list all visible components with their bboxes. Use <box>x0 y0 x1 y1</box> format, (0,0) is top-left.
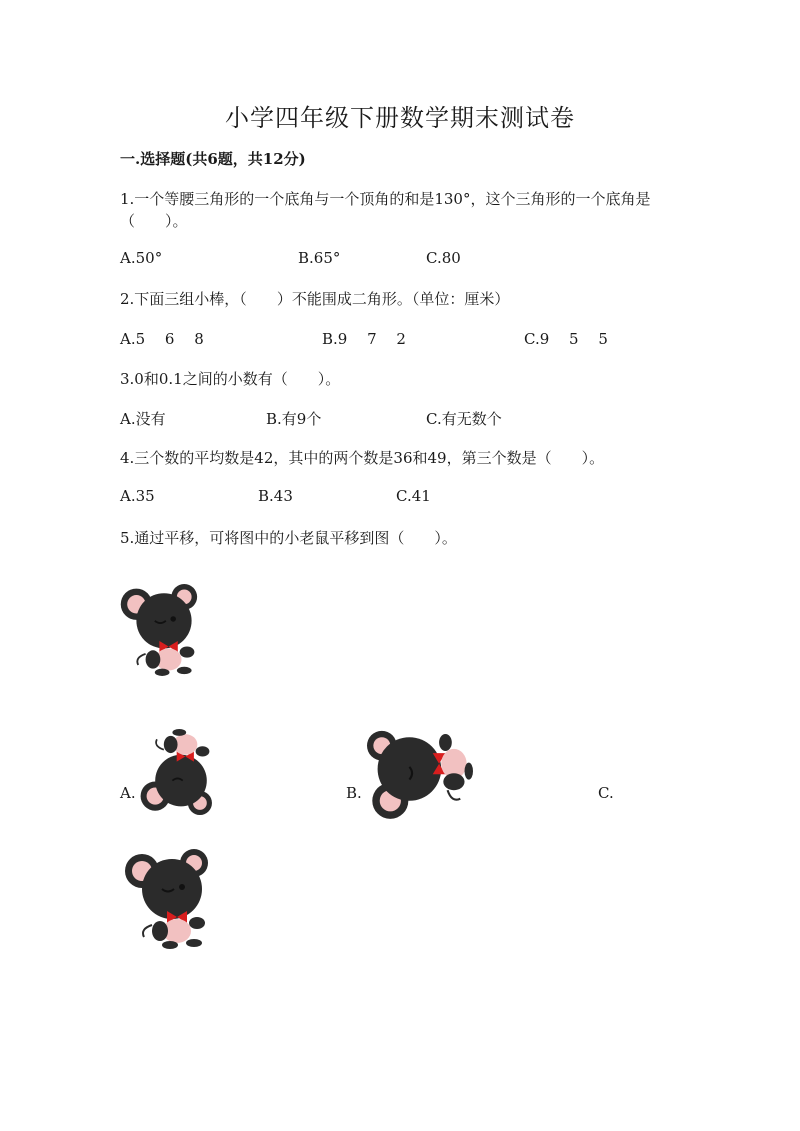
mouse-original-figure <box>121 584 197 676</box>
q1-option-b[interactable]: B.65° <box>298 249 341 267</box>
q5-option-c[interactable]: C. <box>598 784 614 802</box>
q1-option-a[interactable]: A.50° <box>120 249 163 267</box>
q5-option-a[interactable]: A. <box>120 784 136 802</box>
question-1: 1.一个等腰三角形的一个底角与一个顶角的和是130°，这个三角形的一个底角是（ ）。 <box>120 190 651 230</box>
q2-option-b[interactable]: B.9 7 2 <box>322 330 406 348</box>
q2-option-c[interactable]: C.9 5 5 <box>524 330 608 348</box>
q4-option-c[interactable]: C.41 <box>396 487 431 505</box>
mouse-option-b-icon <box>360 716 480 822</box>
q1-option-c[interactable]: C.80 <box>426 249 461 267</box>
q2-option-a[interactable]: A.5 6 8 <box>120 330 204 348</box>
question-4: 4.三个数的平均数是42，其中的两个数是36和49，第三个数是（ ）。 <box>120 449 605 467</box>
q3-option-a[interactable]: A.没有 <box>120 410 166 428</box>
q3-option-b[interactable]: B.有9个 <box>266 410 322 428</box>
mouse-option-a-icon <box>138 724 224 820</box>
q4-option-a[interactable]: A.35 <box>120 487 155 505</box>
q5-option-b[interactable]: B. <box>346 784 362 802</box>
question-2: 2.下面三组小棒，（ ）不能围成二角形。（单位：厘米） <box>120 290 510 308</box>
page-title: 小学四年级下册数学期末测试卷 <box>225 104 575 132</box>
question-3: 3.0和0.1之间的小数有（ ）。 <box>120 370 341 388</box>
section-heading: 一.选择题(共6题，共12分) <box>120 150 306 168</box>
mouse-icon <box>118 580 210 680</box>
mouse-option-c-icon <box>122 842 222 956</box>
q4-option-b[interactable]: B.43 <box>258 487 293 505</box>
q3-option-c[interactable]: C.有无数个 <box>426 410 502 428</box>
question-5: 5.通过平移，可将图中的小老鼠平移到图（ ）。 <box>120 529 457 547</box>
